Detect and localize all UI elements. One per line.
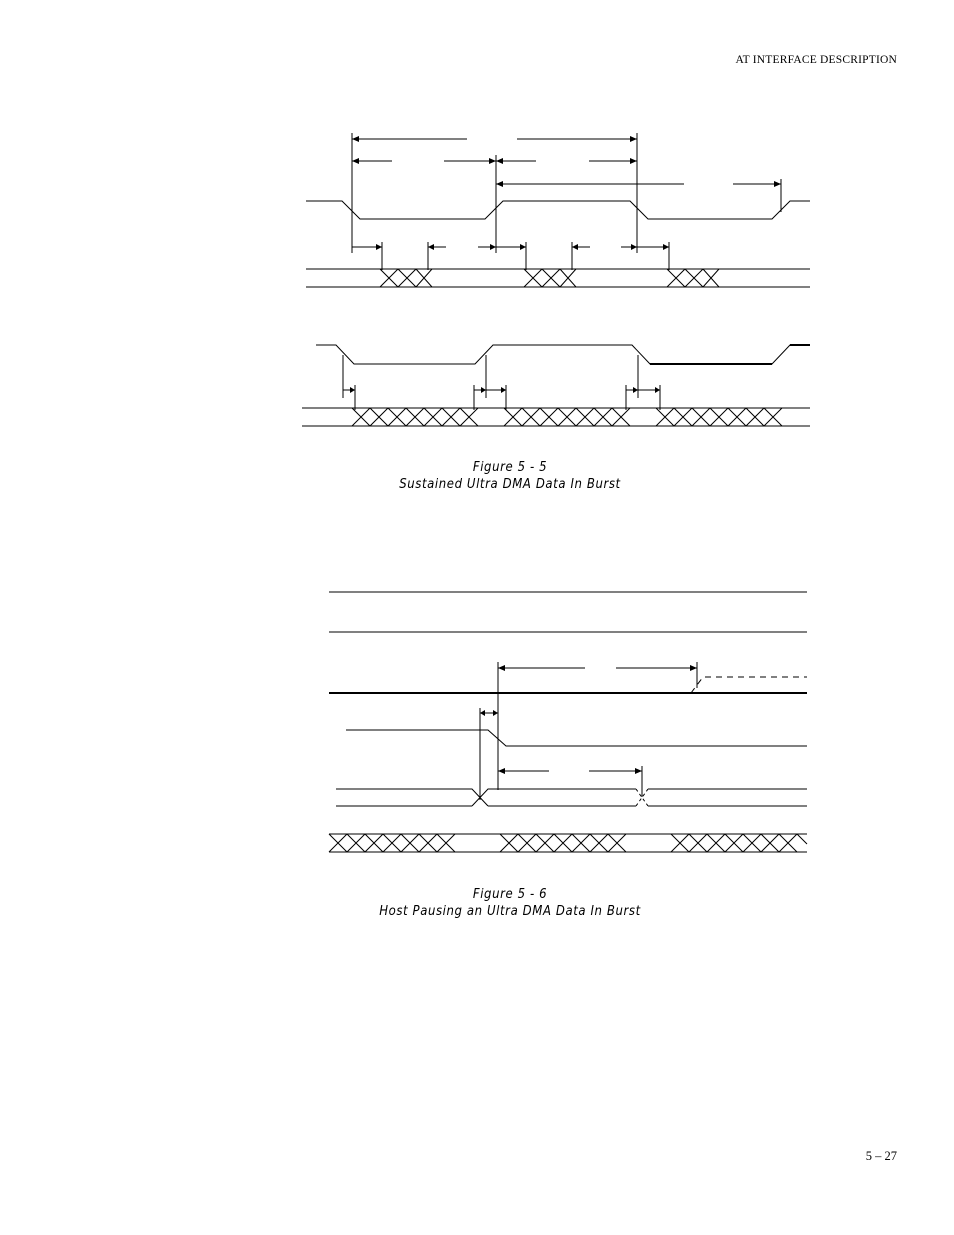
- data-transition: [329, 834, 455, 852]
- strobe-waveform: [306, 201, 810, 219]
- strobe-bus: [336, 789, 807, 806]
- arrowheads: [350, 136, 781, 393]
- running-header: AT INTERFACE DESCRIPTION: [735, 54, 897, 66]
- page-number: 5 – 27: [865, 1149, 897, 1163]
- figure-title: Sustained Ultra DMA Data In Burst: [399, 477, 621, 492]
- arrowheads: [480, 665, 697, 774]
- data-transition: [656, 408, 782, 426]
- figure-number: Figure 5 - 5: [472, 460, 548, 475]
- figure-5-5-caption: [300, 459, 720, 493]
- data-transition: [352, 408, 478, 426]
- stop-waveform: [346, 730, 807, 746]
- figure-5-6-caption: [300, 886, 720, 920]
- data-transition: [504, 408, 630, 426]
- data-transition: [380, 269, 432, 287]
- data-transition: [524, 269, 576, 287]
- data-transition: [500, 834, 626, 852]
- figure-5-6-timing-diagram: [0, 580, 954, 900]
- figure-title: Host Pausing an Ultra DMA Data In Burst: [379, 904, 641, 919]
- figure-number: Figure 5 - 6: [472, 887, 548, 902]
- dashed-transition: [691, 677, 807, 693]
- data-transition: [667, 269, 719, 287]
- data-transition: [671, 834, 807, 852]
- figure-5-5-timing-diagram: [0, 0, 954, 440]
- dmardy-waveform: [316, 345, 810, 364]
